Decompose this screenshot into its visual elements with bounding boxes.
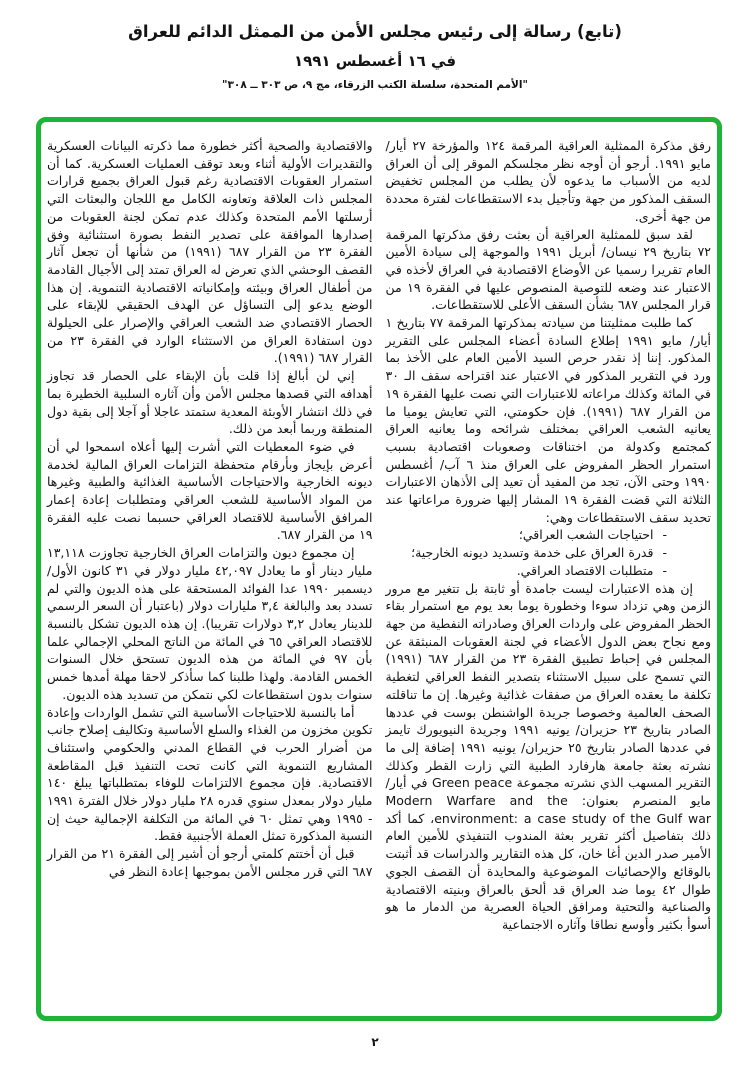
considerations-list <box>386 526 712 579</box>
column-right <box>386 137 712 1016</box>
list-item <box>386 544 712 562</box>
page-number: ٢ <box>371 1035 379 1049</box>
list-item <box>386 562 712 580</box>
paragraph: إني لن أبالغ إذا قلت بأن الإبقاء على الحصار قد تجاوز أهدافه التي قصدها مجلس الأمن وأن آثاره السلبية الخطيرة بما في ذلك انتشار الأوبئة المعدية ستمتد عاجلا أو آجلا إلى بقية دول المنطقة وربما أبعد من ذلك. <box>47 368 373 437</box>
column-left <box>47 137 373 1016</box>
dash-marker: - <box>662 527 667 543</box>
document-header <box>0 0 750 91</box>
list-item-text: قدرة العراق على خدمة وتسديد ديونه الخارجية؛ <box>411 545 654 561</box>
paragraph: والاقتصادية والصحية أكثر خطورة مما ذكرته البيانات العسكرية والتقديرات الأولية أثناء وبعد توقف العمليات العسكرية. كما أن استمرار العقوبات الاقتصادية رغم قبول العراق بجميع قرارات المجلس ذات العلاقة وتعاونه الكامل مع اللجان والبعثات التي أرسلتها الأمم المتحدة وكذلك عدم تمكن لجنة العقوبات من إصدارها الموافقة على تصدير النفط بصورة استثنائية وفق الفقرة ٢٣ من القرار ٦٨٧ (١٩٩١) من شأنها أن تجعل آثار القصف الوحشي الذي تعرض له العراق تمتد إلى الأجيال القادمة من أطفال العراق وبيئته وإمكانياته الاقتصادية التنموية. إن هذا الوضع يدعو إلى التساؤل عن الهدف الحقيقي للإبقاء على الحصار الاقتصادي ضد الشعب العراقي والإصرار على الحيلولة دون استفادة العراق من الاستثناء الوارد في الفقرة ٢٣ من القرار ٦٨٧ (١٩٩١). <box>47 138 373 366</box>
list-item-text: متطلبات الاقتصاد العراقي. <box>516 562 654 578</box>
document-date: في ١٦ أغسطس ١٩٩١ <box>293 52 457 70</box>
paragraph: إن هذه الاعتبارات ليست جامدة أو ثابتة بل تتغير مع مرور الزمن وهي تزداد سوءا وخطورة يوما بعد يوم مع استمرار بقاء الحظر المفروض على واردات العراق وصادراته النفطية من جهة ومع نجاح بعض الدول الأعضاء في لجنة العقوبات المنبثقة عن المجلس في إحباط تطبيق الفقرة ٢٣ من القرار ٦٨٧ (١٩٩١) التي تسمح على سبيل الاستثناء بتصدير النفط العراقي لتغطية تكلفة ما يعقده العراق من صفقات غذائية وغيرها. إن ما تناقلته الصحف العالمية وخصوصا جريدة الواشنطن بوست في عددها الصادر بتاريخ ٢٣ حزيران/ يونيه ١٩٩١ وجريدة النيويورك تايمز في عددها الصادر بتاريخ ٢٥ حزيران/ يونيه ١٩٩١ إضافة إلى ما نشرته بعثة جامعة هارفارد الطبية التي زارت القطر وكذلك التقرير المسهب الذي نشرته مجموعة Green peace في أيار/ مايو المنصرم بعنوان: Modern Warfare and the environment: a case study of the Gulf war، كما أكد ذلك بتفاصيل أكثر تقرير بعثة المندوب التنفيذي للأمين العام الأمير صدر الدين أغا خان، كل هذه التقارير والدراسات قد أثبتت بالوقائع والإحصائيات الموضوعية والمحايدة أن القصف الجوي طوال ٤٢ يوما ضد العراق قد ألحق بالعراق وبنيته الاقتصادية والصناعية والتحتية ومرافق الحياة العصرية من الدمار ما هو أسوأ بكثير وأوسع نطاقا وآثاره الاجتماعية <box>385 580 712 932</box>
dash-marker: - <box>662 545 667 561</box>
page-title: (تابع) رسالة إلى رئيس مجلس الأمن من الممثل الدائم للعراق <box>128 22 622 41</box>
green-border-frame <box>36 117 722 1021</box>
source-citation: "الأمم المتحدة، سلسلة الكتب الزرقاء، مج ٩، ص ٣٠٣ ــ ٣٠٨" <box>222 79 528 91</box>
paragraph: في ضوء المعطيات التي أشرت إليها أعلاه اسمحوا لي أن أعرض بإيجاز وبأرقام متحفظة التزامات العراق المالية لخدمة ديونه الخارجية والاحتياجات الأساسية الغذائية والطبية وغيرها من المواد الأساسية للشعب العراقي ومتطلبات إعادة إعمار المرافق الأساسية للاقتصاد العراقي حسبما نصت عليه الفقرة ١٩ من القرار ٦٨٧. <box>47 438 373 543</box>
paragraph: إن مجموع ديون والتزامات العراق الخارجية تجاوزت ١٣,١١٨ مليار دينار أو ما يعادل ٤٢,٠٩٧ مليار دولار في ٣١ كانون الأول/ ديسمبر ١٩٩٠ عدا الفوائد المستحقة على هذه الديون والتي لم تسدد بعد والبالغة ٣,٤ مليارات دولار (باعتبار أن السعر الرسمي للدينار يعادل ٣,٢ دولارات تقريبا). إن هذه الديون تشكل بالنسبة للاقتصاد العراقي ٦٥ في المائة من الناتج المحلي الإجمالي علما بأن ٩٧ في المائة من هذه الديون تستحق خلال السنوات الخمس القادمة. ولهذا طلبنا كما سأذكر لاحقا مهلة أمدها خمس سنوات بدون استقطاعات لكي نتمكن من تسديد هذه الديون. <box>47 545 373 702</box>
paragraph: رفق مذكرة الممثلية العراقية المرقمة ١٢٤ والمؤرخة ٢٧ أيار/ مايو ١٩٩١. أرجو أن أوجه نظر مجلسكم الموقر إلى أن العراق لديه من الأسباب ما يدعوه لأن يطلب من المجلس تخفيض السقف المذكور من جهة وتأجيل بدء الاستقطاعات لفترة محددة من جهة أخرى. <box>385 138 712 224</box>
list-item <box>386 526 712 544</box>
paragraph: قبل أن أختتم كلمتي أرجو أن أشير إلى الفقرة ٢١ من القرار ٦٨٧ التي قرر مجلس الأمن بموجبها إعادة النظر في <box>47 846 373 879</box>
dash-marker: - <box>662 562 667 578</box>
paragraph: كما طلبت ممثليتنا من سيادته بمذكرتها المرقمة ٧٧ بتاريخ ١ أيار/ مايو ١٩٩١ إطلاع السادة أعضاء المجلس على التقرير المذكور. إننا إذ نقدر حرص السيد الأمين العام على الأخذ بما ورد في التقرير المذكور في الاعتبار عند اقتراحه سقف الـ ٣٠ في المائة وكذلك مراعاته للاعتبارات التي نصت عليها الفقرة ١٩ من القرار ٦٨٧ (١٩٩١). فإن حكومتي، التي تعايش يوميا ما يعانيه الشعب العراقي بمختلف شرائحه وما يعانيه العراق كمجتمع وكدولة من اختناقات وصعوبات اقتصادية بسبب استمرار الحظر المفروض على العراق منذ ٦ آب/ أغسطس ١٩٩٠ وحتى الآن، تجد من المفيد أن تعيد إلى الأذهان الاعتبارات الثلاثة التي قضت الفقرة ١٩ المشار إليها ضرورة مراعاتها عند تحديد سقف الاستقطاعات وهي: <box>385 315 712 525</box>
list-item-text: احتياجات الشعب العراقي؛ <box>518 527 654 543</box>
paragraph: لقد سبق للممثلية العراقية أن بعثت رفق مذكرتها المرقمة ٧٢ بتاريخ ٢٩ نيسان/ أبريل ١٩٩١ والموجهة إلى سيادة الأمين العام تقريرا رسميا عن الأوضاع الاقتصادية في العراق لأخذه في الاعتبار عند وضعه للتوصية المنصوص عليها في الفقرة ١٩ من قرار المجلس ٦٨٧ بشأن السقف الأعلى للاستقطاعات. <box>385 226 711 313</box>
text-columns <box>41 122 717 1016</box>
paragraph: أما بالنسبة للاحتياجات الأساسية التي تشمل الواردات وإعادة تكوين مخزون من الغذاء والسلع الأساسية وتكاليف إصلاح جانب من أضرار الحرب في القطاع المدني والحكومي واستئناف المشاريع التنموية التي كانت تحت التنفيذ قبل المقاطعة الاقتصادية. فإن مجموع الالتزامات للوفاء بمتطلباتها يبلغ ١٤٠ مليار دولار بمعدل سنوي قدره ٢٨ مليار دولار خلال الفترة ١٩٩١ - ١٩٩٥ وهي تمثل ٦٠ في المائة من التكلفة الإجمالية حيث إن النسبة المذكورة تمثل العملة الأجنبية فقط. <box>46 704 373 844</box>
